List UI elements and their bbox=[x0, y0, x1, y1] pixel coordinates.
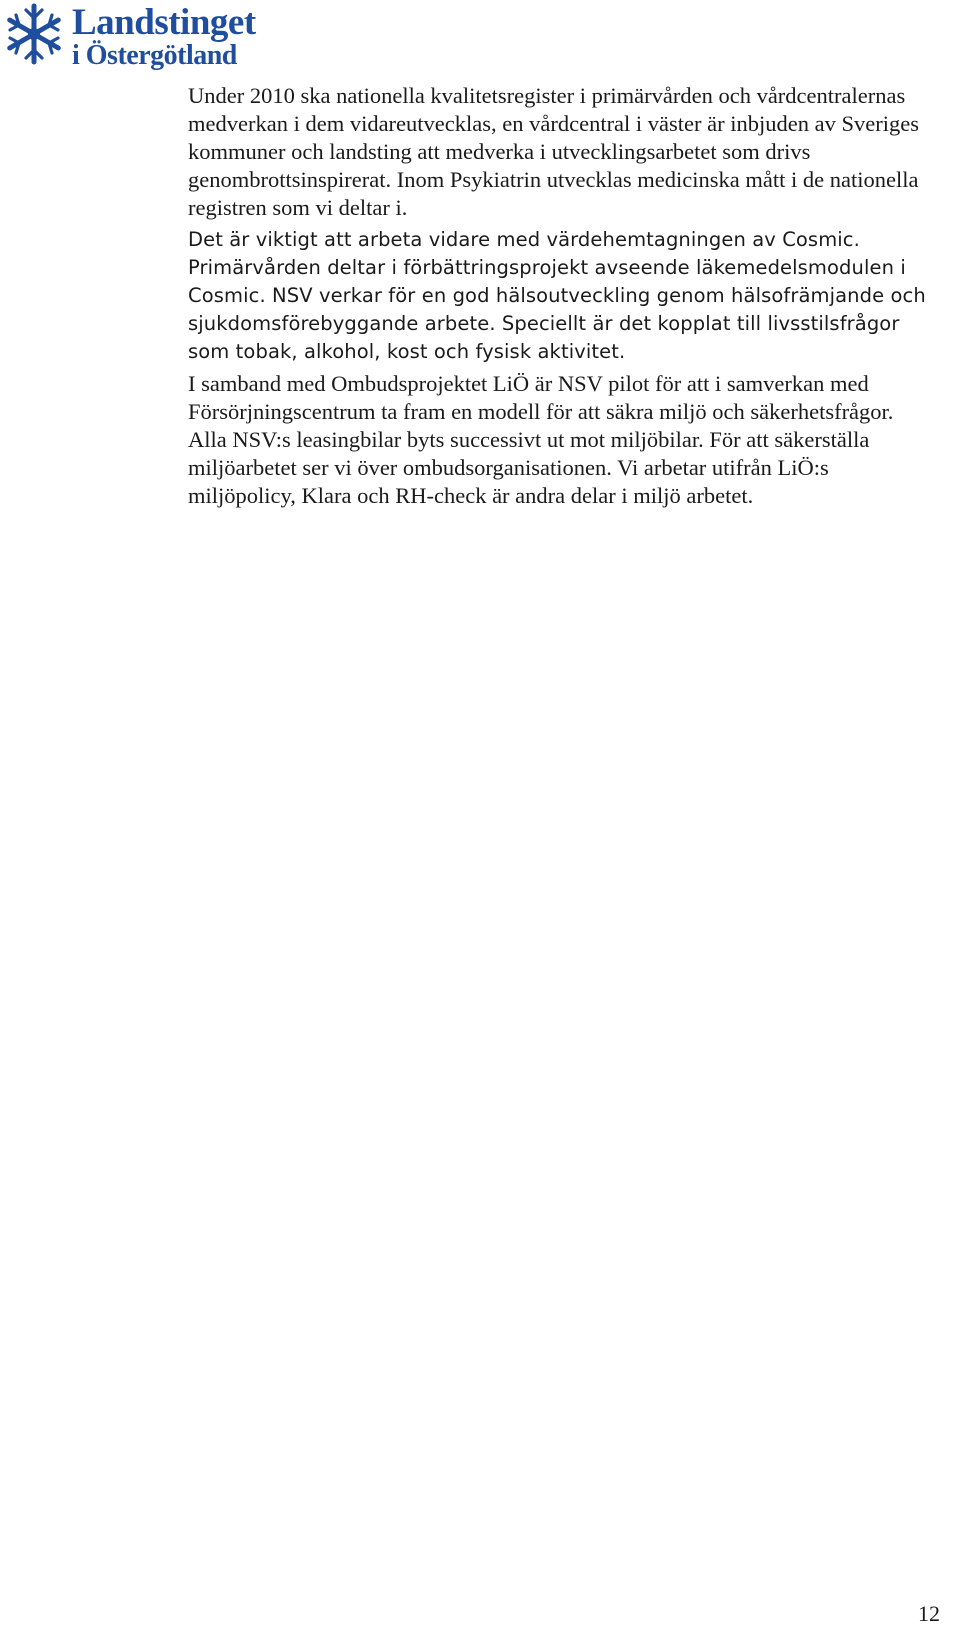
page-number: 12 bbox=[918, 1601, 940, 1626]
logo-line-2: i Östergötland bbox=[72, 40, 237, 71]
logo-line-1: Landstinget bbox=[72, 2, 256, 43]
snowflake-logo-icon bbox=[2, 2, 66, 66]
paragraph-cosmic-health: Det är viktigt att arbeta vidare med värdehemtagningen av Cosmic. Primärvården deltar i förbättringsprojekt avseende läkemedelsmodulen i Cosmic. NSV verkar för en god hälsoutveckling genom hälsofrämjande och sjukdomsförebyggande arbete. Speciellt är det kopplat till livsstilsfrågor som tobak, alkohol, kost och fysisk aktivitet. bbox=[188, 228, 926, 363]
document-body bbox=[188, 82, 933, 518]
logo-wordmark bbox=[72, 0, 256, 70]
paragraph-quality-registers: Under 2010 ska nationella kvalitetsregister i primärvården och vårdcentralernas medverkan i dem vidareutvecklas, en vårdcentral i väster är inbjuden av Sveriges kommuner och landsting att medverka i utvecklingsarbetet som drivs genombrottsinspirerat. Inom Psykiatrin utvecklas medicinska mått i de nationella registren som vi deltar i. bbox=[188, 83, 919, 220]
paragraph-environment: I samband med Ombudsprojektet LiÖ är NSV pilot för att i samverkan med Försörjningscentrum ta fram en modell för att säkra miljö och säkerhetsfrågor. Alla NSV:s leasingbilar byts successivt ut mot miljöbilar. För att säkerställa miljöarbetet ser vi över ombudsorganisationen. Vi arbetar utifrån LiÖ:s miljöpolicy, Klara och RH-check är andra delar i miljö arbetet. bbox=[188, 371, 894, 508]
landstinget-logo bbox=[0, 0, 270, 72]
